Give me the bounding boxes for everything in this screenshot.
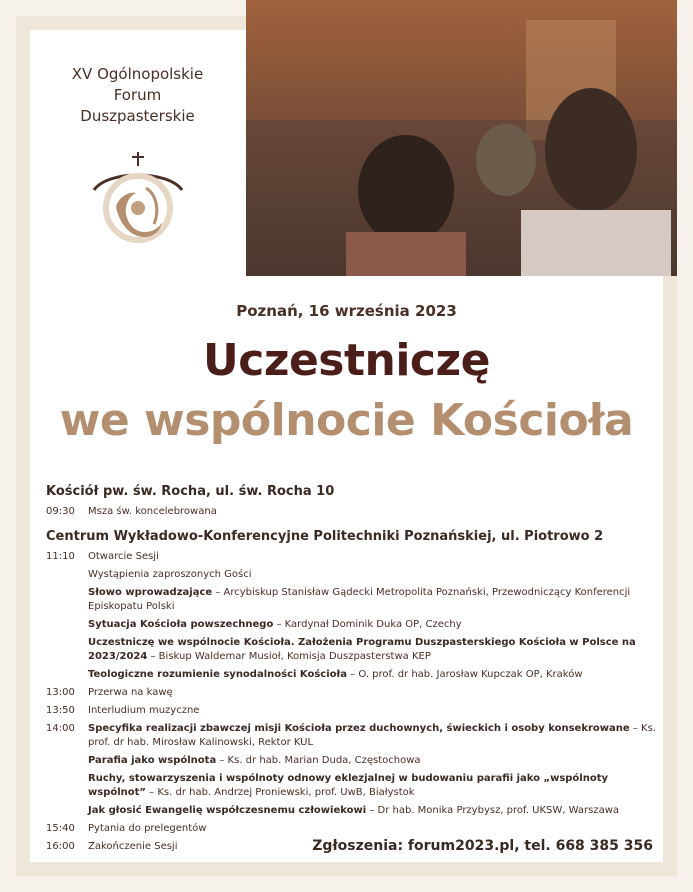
agenda-text: Msza św. koncelebrowana <box>88 506 217 517</box>
agenda-time: 09:30 <box>46 506 75 517</box>
agenda-item: 13:50 Interludium muzyczne <box>46 705 200 716</box>
event-date: Poznań, 16 września 2023 <box>236 302 457 320</box>
agenda-item: 13:00 Przerwa na kawę <box>46 687 173 698</box>
agenda-item: 15:40 Pytania do prelegentów <box>46 823 207 834</box>
forum-logo-icon <box>86 152 190 274</box>
agenda <box>46 484 658 858</box>
agenda-item: Słowo wprowadzające – Arcybiskup Stanisław Gądecki Metropolita Poznański, Przewodniczący Konferencji Episkopatu Polski <box>88 587 631 612</box>
church-photo-image <box>246 0 677 276</box>
venue-2: Centrum Wykładowo-Konferencyjne Politechniki Poznańskiej, ul. Piotrowo 2 <box>46 529 604 544</box>
agenda-item: Uczestniczę we wspólnocie Kościoła. Założenia Programu Duszpasterskiego Kościoła w Polsce na 2023/2024 – Biskup Waldemar Musioł, Komisja Duszpasterstwa KEP <box>88 637 636 662</box>
forum-title: XV Ogólnopolskie Forum Duszpasterskie <box>71 65 204 125</box>
agenda-item: Jak głosić Ewangelię współczesnemu człowiekowi – Dr hab. Monika Przybysz, prof. UKSW, Warszawa <box>88 805 620 816</box>
event-title-line1: Uczestniczę <box>203 335 490 386</box>
agenda-item: Parafia jako wspólnota – Ks. dr hab. Marian Duda, Częstochowa <box>88 755 421 766</box>
venue-1: Kościół pw. św. Rocha, ul. św. Rocha 10 <box>46 484 335 499</box>
agenda-item: Ruchy, stowarzyszenia i wspólnoty odnowy eklezjalnej w budowaniu parafii jako „wspólnoty wspólnot” – Ks. dr hab. Andrzej Proniewski, prof. UwB, Białystok <box>88 773 609 798</box>
agenda-mass-row <box>46 505 658 519</box>
church-photo <box>246 0 677 276</box>
event-title-line2: we wspólnocie Kościoła <box>59 395 634 446</box>
agenda-item: 14:00 Specyfika realizacji zbawczej misji Kościoła przez duchownych, świeckich i osoby konsekrowane – Ks. prof. dr hab. Mirosław Kalinowski, Rektor KUL <box>46 723 656 748</box>
agenda-item: Wystąpienia zaproszonych Gości <box>88 569 252 580</box>
agenda-item: Teologiczne rozumienie synodalności Kościoła – O. prof. dr hab. Jarosław Kupczak OP, Kraków <box>88 669 583 680</box>
registration-contact[interactable]: Zgłoszenia: forum2023.pl, tel. 668 385 356 <box>312 838 653 854</box>
agenda-item: Sytuacja Kościoła powszechnego – Kardynał Dominik Duka OP, Czechy <box>88 619 462 630</box>
agenda-item: 11:10 Otwarcie Sesji <box>46 551 159 562</box>
agenda-item: 16:00 Zakończenie Sesji <box>46 841 178 852</box>
